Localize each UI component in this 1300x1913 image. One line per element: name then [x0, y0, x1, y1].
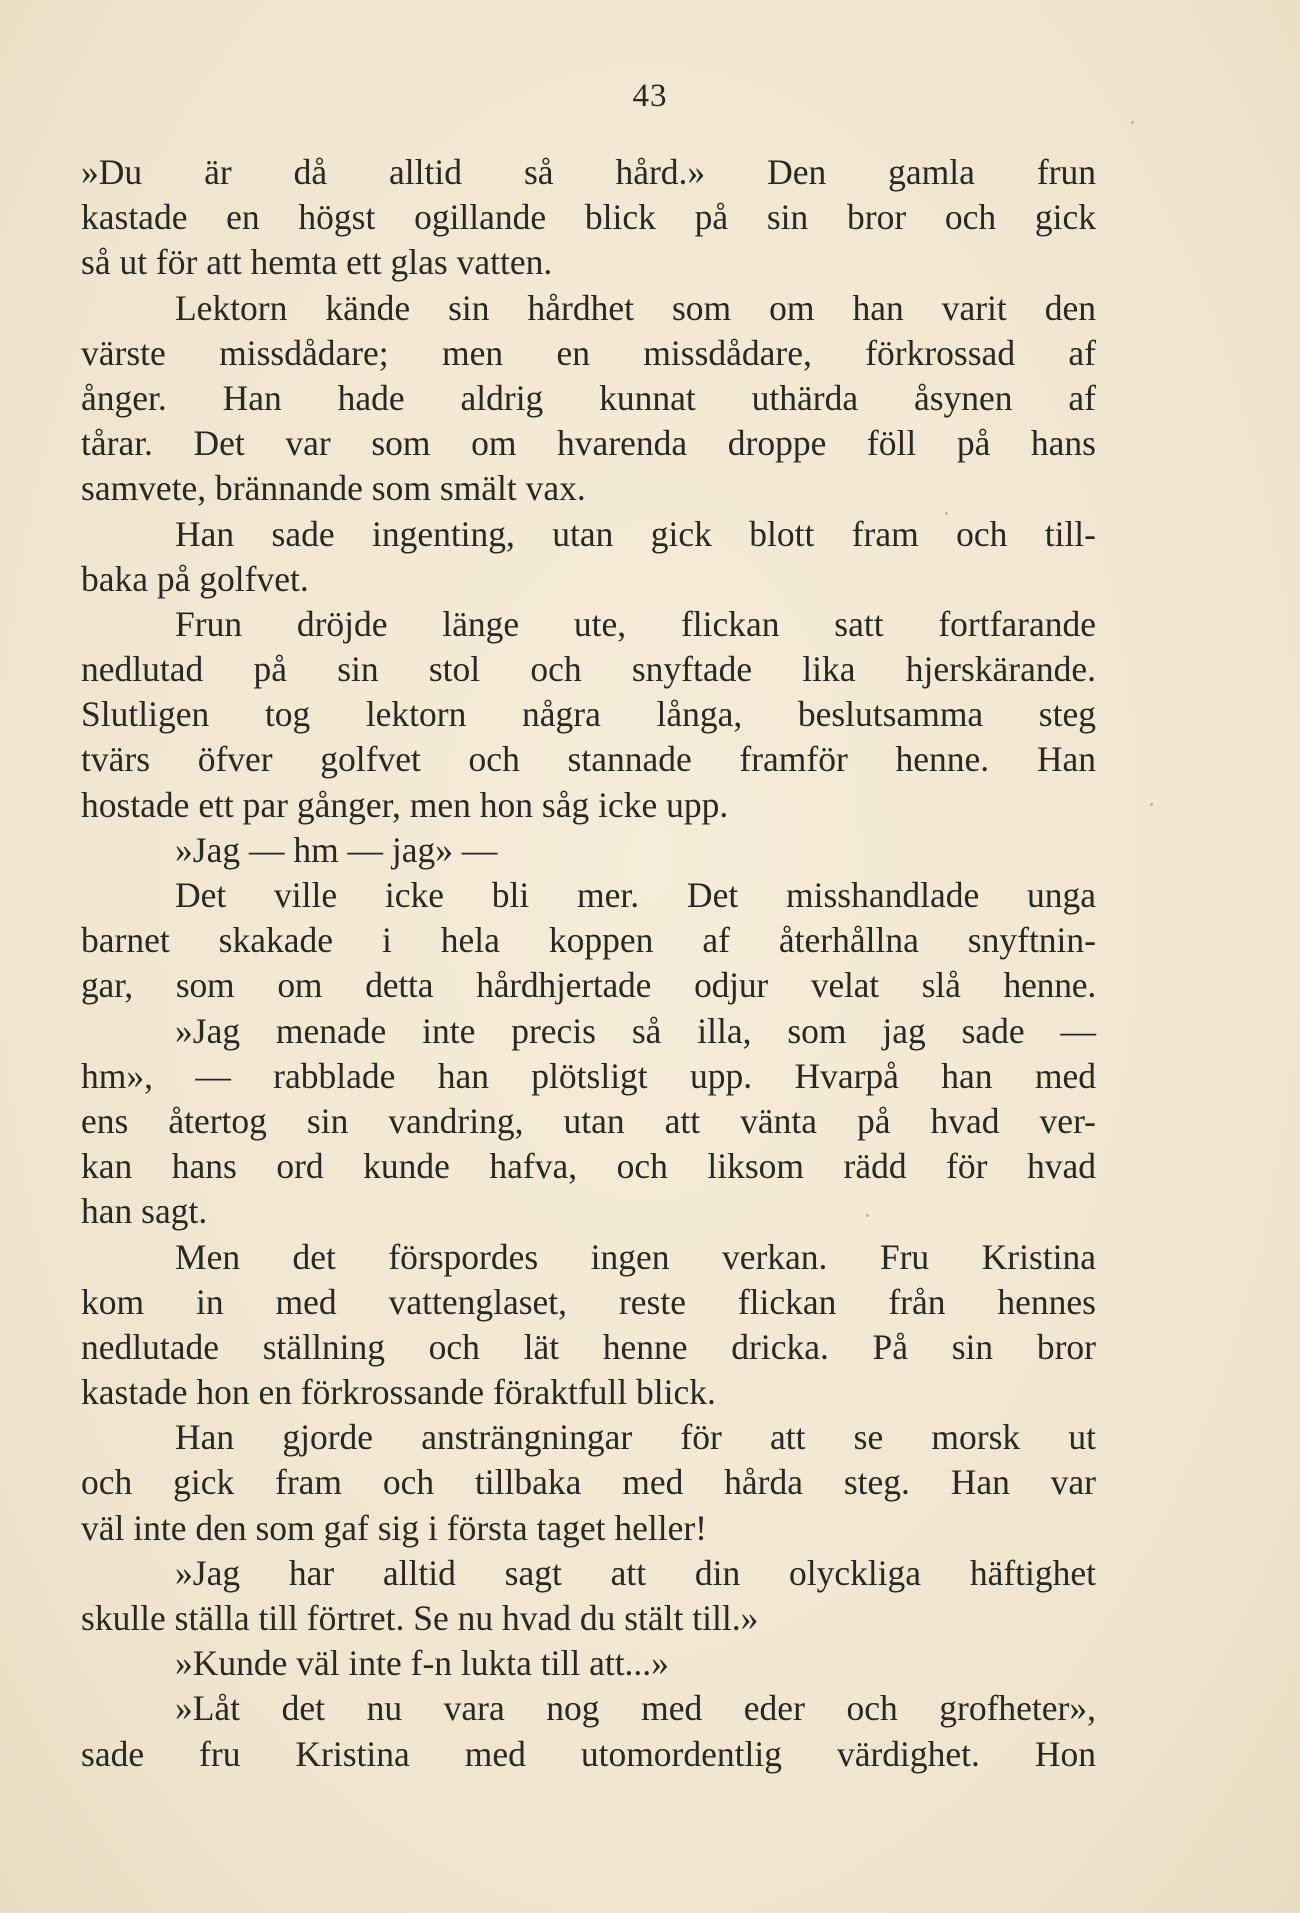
- text-line: väl inte den som gaf sig i första taget heller!: [81, 1507, 707, 1548]
- text-line: kom in med vattenglaset, reste flickan från hennes: [81, 1281, 1096, 1322]
- text-line: samvete, brännande som smält vax.: [81, 468, 586, 509]
- text-line: tårar. Det var som om hvarenda droppe föll på hans: [81, 423, 1096, 464]
- text-line: ånger. Han hade aldrig kunnat uthärda åsynen af: [81, 377, 1096, 418]
- text-line: »Jag har alltid sagt att din olyckliga häftighet: [175, 1552, 1096, 1593]
- text-line: Det ville icke bli mer. Det misshandlade unga: [175, 875, 1096, 915]
- text-line: »Låt det nu vara nog med eder och grofheter»,: [175, 1688, 1096, 1729]
- text-line: Men det förspordes ingen verkan. Fru Kristina: [175, 1236, 1096, 1277]
- text-line: han sagt.: [81, 1191, 208, 1232]
- text-line: hm», — rabblade han plötsligt upp. Hvarpå han med: [81, 1055, 1096, 1096]
- text-line: kastade hon en förkrossande föraktfull blick.: [81, 1372, 716, 1413]
- text-line: »Kunde väl inte f-n lukta till att...»: [175, 1643, 669, 1684]
- text-line: värste missdådare; men en missdådare, förkrossad af: [81, 332, 1096, 373]
- text-line: nedlutad på sin stol och snyftade lika hjerskärande.: [81, 649, 1096, 690]
- text-line: gar, som om detta hårdhjertade odjur velat slå henne.: [81, 965, 1096, 1006]
- text-line: baka på golfvet.: [81, 558, 309, 599]
- text-line: »Jag — hm — jag» —: [175, 829, 498, 870]
- text-line: så ut för att hemta ett glas vatten.: [81, 242, 553, 283]
- text-line: tvärs öfver golfvet och stannade framför henne. Han: [81, 739, 1096, 780]
- paper-speck: [1150, 803, 1153, 806]
- page-number: 43: [632, 78, 668, 114]
- paper-speck: [1131, 121, 1134, 124]
- text-line: Han sade ingenting, utan gick blott fram och till-: [175, 513, 1096, 554]
- text-line: sade fru Kristina med utomordentlig värdighet. Hon: [81, 1733, 1096, 1774]
- text-line: hostade ett par gånger, men hon såg icke upp.: [81, 784, 729, 825]
- body-text: [81, 150, 1096, 1777]
- text-line: nedlutade ställning och lät henne dricka. På sin bror: [81, 1326, 1096, 1367]
- text-line: och gick fram och tillbaka med hårda steg. Han var: [81, 1462, 1096, 1503]
- text-line: skulle ställa till förtret. Se nu hvad du stält till.»: [81, 1598, 759, 1638]
- text-line: »Du är då alltid så hård.» Den gamla frun: [81, 152, 1096, 192]
- text-line: ens återtog sin vandring, utan att vänta på hvad ver-: [81, 1100, 1096, 1141]
- text-line: Lektorn kände sin hårdhet som om han varit den: [175, 287, 1096, 328]
- text-line: kastade en högst ogillande blick på sin bror och gick: [81, 197, 1096, 238]
- text-line: barnet skakade i hela koppen af återhållna snyftnin-: [81, 920, 1096, 961]
- text-line: »Jag menade inte precis så illa, som jag sade —: [175, 1010, 1096, 1051]
- text-line: kan hans ord kunde hafva, och liksom rädd för hvad: [81, 1146, 1096, 1187]
- text-line: Han gjorde ansträngningar för att se morsk ut: [175, 1417, 1096, 1458]
- text-line: Slutligen tog lektorn några långa, beslutsamma steg: [81, 694, 1096, 735]
- text-line: Frun dröjde länge ute, flickan satt fortfarande: [175, 603, 1096, 644]
